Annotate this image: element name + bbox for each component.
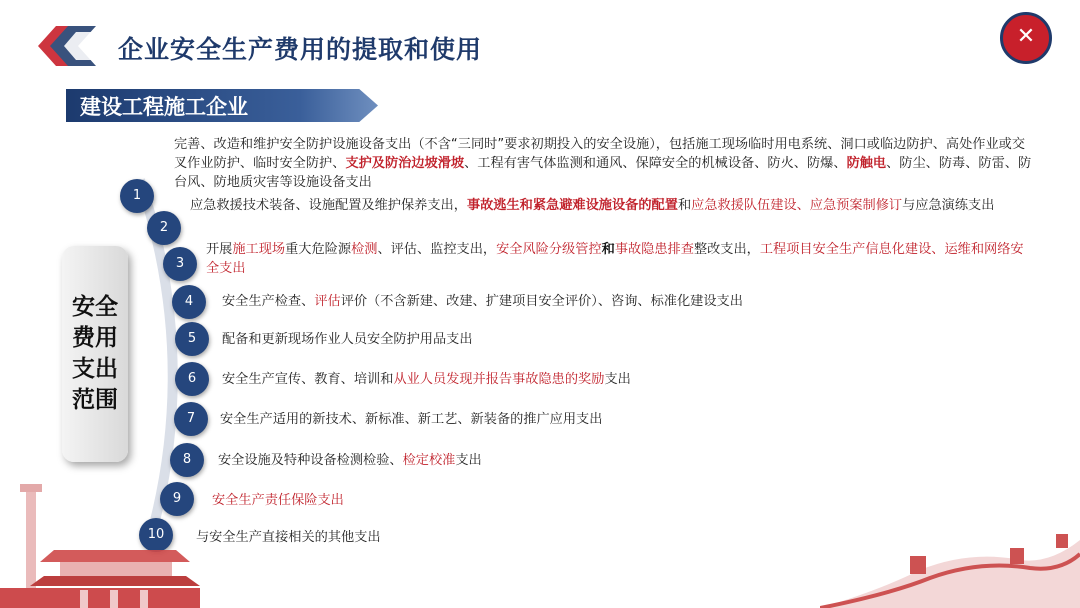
item-text-segment: 、防尘、防毒、防雷、防台风、防地质灾害等设施设备支出 [174,156,1032,190]
item-text-segment: 整改支出， [693,242,760,257]
list-item-text [222,370,1032,389]
item-number-badge: 8 [170,443,204,477]
item-text-segment: 从业人员发现并报告事故隐患的奖励 [393,372,605,387]
great-wall-decoration [820,520,1080,608]
logo-glyph-icon: ✕ [1016,24,1036,49]
list-item-text [222,292,1032,311]
item-text-segment: 、评估、监控支出， [377,242,497,257]
item-text-segment: 安全生产适用的新技术、新标准、新工艺、新装备的推广应用支出 [220,412,603,427]
list-item-text [212,491,1022,510]
item-text-segment: 安全生产检查、 [222,294,315,309]
item-text-segment: 工程项目安全生产信息化建设、运维和网络安全支出 [206,242,1024,276]
item-text-segment: 评估 [314,294,341,309]
item-text-segment: 与应急演练支出 [902,198,995,213]
list-item-text [174,135,1032,192]
item-number-badge: 9 [160,482,194,516]
item-text-segment: 事故隐患排查 [614,242,694,257]
item-text-segment: 评价（不含新建、改建、扩建项目安全评价）、咨询、标准化建设支出 [340,294,743,309]
side-label-text: 安全费用支出范围 [72,294,118,413]
item-text-segment: 事故逃生和紧急避难设施设备的配置 [466,198,678,213]
list-item-text [206,240,1032,278]
item-text-segment: 应急救援队伍建设、应急预案制修订 [691,198,903,213]
header-chevron-icon [38,24,112,68]
item-text-segment: 重大危险源 [285,242,352,257]
item-number-badge: 3 [163,247,197,281]
item-text-segment: 和 [601,242,615,257]
list-item-text [218,451,1028,470]
item-text-segment: 支出 [604,372,631,387]
list-item-text [222,330,1032,349]
item-text-segment: 开展 [206,242,233,257]
item-text-segment: 防触电 [846,156,887,171]
item-number-badge: 4 [172,285,206,319]
item-text-segment: 检测 [351,242,378,257]
item-text-segment: 与安全生产直接相关的其他支出 [196,530,381,545]
item-text-segment: 和 [677,198,692,213]
item-number-badge: 6 [175,362,209,396]
item-number-badge: 10 [139,518,173,552]
list-item-text [220,410,1030,429]
item-text-segment: 安全生产宣传、教育、培训和 [222,372,394,387]
section-subtitle: 建设工程施工企业 [80,95,248,119]
item-text-segment: 完善、改造和维护安全防护设施设备支出（不含“三同时”要求初期投入的安全设施），包括施工现场临时用电系统、洞口或临边防护、高处作业或交叉作业防护、临时安全防护、 [174,137,1026,171]
item-text-segment: 支出 [455,453,482,468]
item-text-segment: 安全设施及特种设备检测检验、 [218,453,403,468]
item-text-segment: 、工程有害气体监测和通风、保障安全的机械设备、防火、防爆、 [464,156,847,171]
item-text-segment: 施工现场 [232,242,286,257]
item-text-segment: 配备和更新现场作业人员安全防护用品支出 [222,332,473,347]
item-text-segment: 支护及防治边坡滑坡 [345,156,465,171]
item-text-segment: 应急救援技术装备、设施配置及维护保养支出， [190,198,467,213]
item-text-segment: 检定校准 [402,453,456,468]
tiananmen-decoration [0,470,200,608]
item-number-badge: 1 [120,179,154,213]
item-text-segment: 安全生产责任保险支出 [212,493,344,508]
item-text-segment: 安全风险分级管控 [496,242,602,257]
page-title: 企业安全生产费用的提取和使用 [118,35,483,64]
item-number-badge: 2 [147,211,181,245]
item-number-badge: 5 [175,322,209,356]
list-item-text [190,196,1032,215]
item-number-badge: 7 [174,402,208,436]
